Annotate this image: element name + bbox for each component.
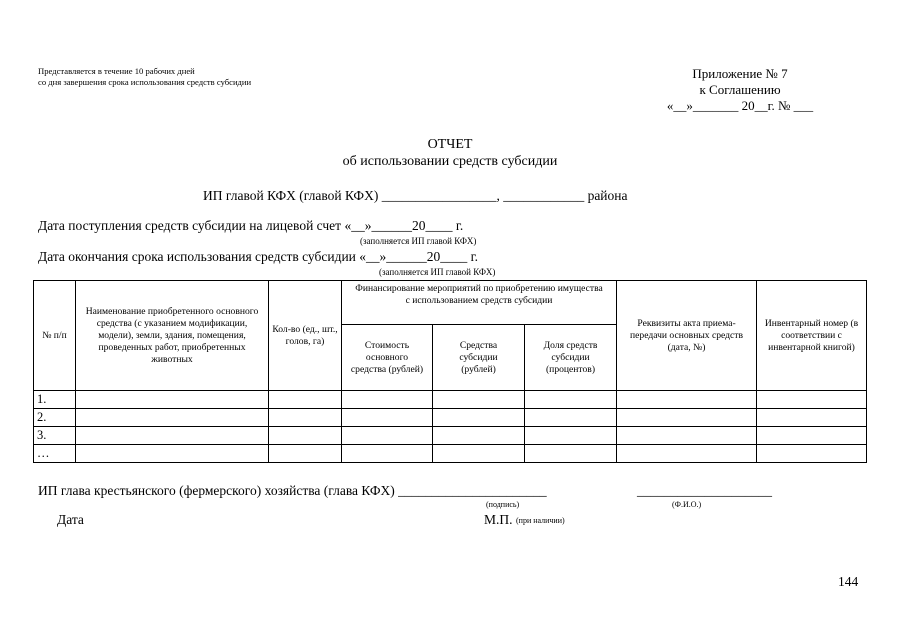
- row-number: 3.: [34, 427, 76, 445]
- table-row: [34, 427, 867, 445]
- table-cell: [525, 409, 617, 427]
- fio-line: ____________________: [637, 483, 772, 498]
- col-header-inventory-number: Инвентарный номер (в соответствии с инвентарной книгой): [757, 281, 867, 391]
- table-cell: [76, 427, 269, 445]
- table-row: [34, 445, 867, 463]
- report-title-block: [250, 136, 650, 170]
- sub-header-share: Доля средств субсидии (процентов): [525, 325, 617, 391]
- table-cell: [342, 427, 433, 445]
- table-cell: [269, 409, 342, 427]
- receipt-date-hint: (заполняется ИП главой КФХ): [360, 236, 477, 246]
- signature-line: ИП глава крестьянского (фермерского) хозяйства (глава КФХ) ______________________: [38, 483, 547, 498]
- fio-hint: (Ф.И.О.): [672, 500, 702, 509]
- date-label: Дата: [57, 512, 84, 527]
- table-cell: [617, 391, 757, 409]
- col-header-asset-name: Наименование приобретенного основного средства (с указанием модификации, модели), земли, здания, помещения, проведенных работ, приобретенных животных: [76, 281, 269, 391]
- table-row: [34, 391, 867, 409]
- end-date-line: Дата окончания срока использования средств субсидии «__»______20____ г.: [38, 249, 479, 264]
- sub-header-subsidy: Средства субсидии (рублей): [433, 325, 525, 391]
- row-number: 2.: [34, 409, 76, 427]
- report-title: ОТЧЕТ: [427, 137, 473, 152]
- table-cell: [433, 409, 525, 427]
- holder-line: ИП главой КФХ (главой КФХ) _________________, ____________ района: [203, 188, 628, 203]
- appendix-block: [640, 66, 840, 114]
- col-header-number: № п/п: [34, 281, 76, 391]
- appendix-number: Приложение № 7: [692, 66, 788, 81]
- table-cell: [617, 445, 757, 463]
- subsidy-usage-table: [33, 280, 867, 463]
- submission-note: [38, 66, 251, 88]
- report-subtitle: об использовании средств субсидии: [342, 154, 558, 169]
- col-header-transfer-act: Реквизиты акта приема-передачи основных средств (дата, №): [617, 281, 757, 391]
- table-cell: [76, 409, 269, 427]
- table-cell: [433, 427, 525, 445]
- table-cell: [525, 445, 617, 463]
- appendix-date-number: «__»_______ 20__г. № ___: [666, 98, 814, 113]
- page-number: 144: [838, 574, 859, 589]
- table-cell: [525, 427, 617, 445]
- table-cell: [342, 409, 433, 427]
- appendix-agreement: к Соглашению: [699, 82, 781, 97]
- table-cell: [269, 445, 342, 463]
- end-date-hint: (заполняется ИП главой КФХ): [379, 267, 496, 277]
- table-cell: [617, 427, 757, 445]
- table-cell: [617, 409, 757, 427]
- signature-hint: (подпись): [486, 500, 520, 509]
- table-cell: [269, 427, 342, 445]
- table-cell: [342, 391, 433, 409]
- submission-note-line-2: со дня завершения срока использования средств субсидии: [38, 77, 252, 87]
- table-cell: [76, 391, 269, 409]
- table-cell: [757, 445, 867, 463]
- table-cell: [525, 391, 617, 409]
- submission-note-line-1: Представляется в течение 10 рабочих дней: [38, 66, 195, 76]
- receipt-date-line: Дата поступления средств субсидии на лицевой счет «__»______20____ г.: [38, 218, 464, 233]
- col-header-quantity: Кол-во (ед., шт., голов, га): [269, 281, 342, 391]
- table-cell: [757, 391, 867, 409]
- row-number: 1.: [34, 391, 76, 409]
- col-header-financing: Финансирование мероприятий по приобретению имущества с использованием средств субсидии: [342, 281, 617, 325]
- table-cell: [757, 409, 867, 427]
- table-cell: [433, 391, 525, 409]
- table-cell: [433, 445, 525, 463]
- sub-header-cost: Стоимость основного средства (рублей): [342, 325, 433, 391]
- table-cell: [342, 445, 433, 463]
- row-number: …: [34, 445, 76, 463]
- stamp-hint: (при наличии): [516, 516, 565, 525]
- stamp-label: М.П.: [484, 512, 513, 527]
- table-cell: [269, 391, 342, 409]
- table-cell: [76, 445, 269, 463]
- table-row: [34, 409, 867, 427]
- table-cell: [757, 427, 867, 445]
